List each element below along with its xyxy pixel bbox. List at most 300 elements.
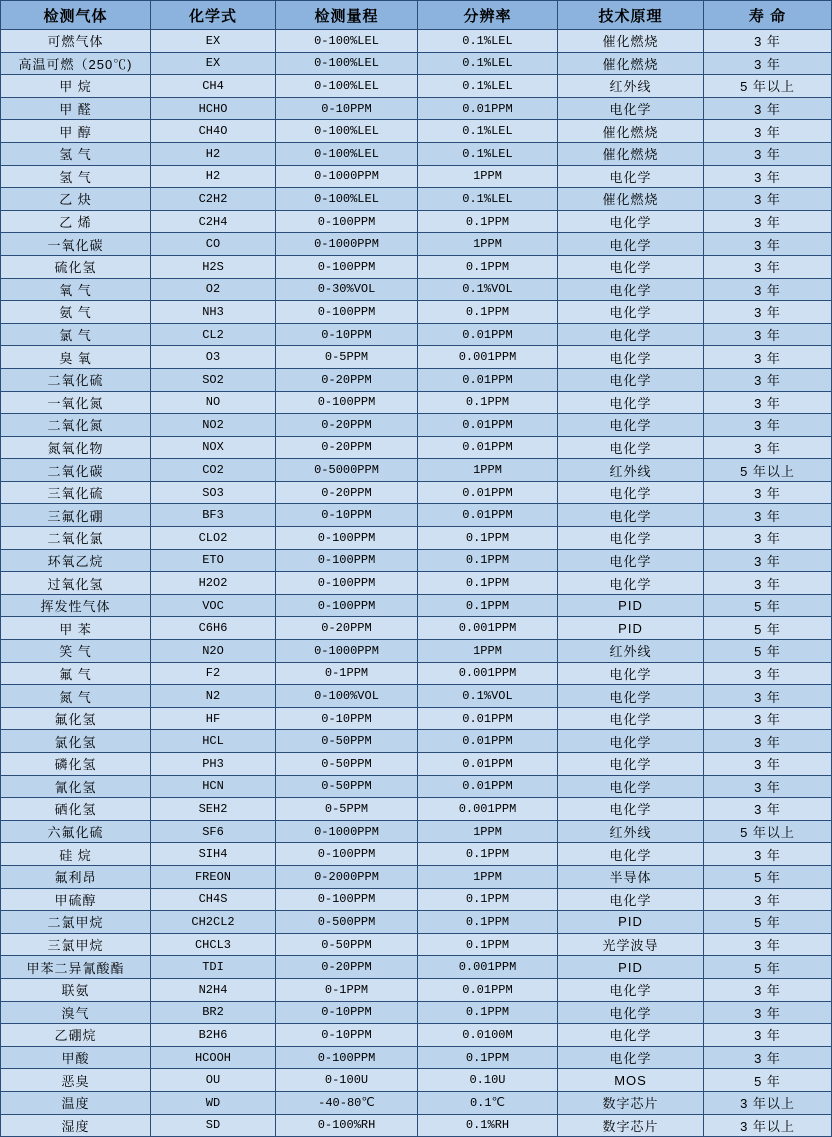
cell-gas-name: 硒化氢 (1, 798, 151, 821)
cell-technology: 电化学 (558, 798, 704, 821)
cell-detection-range: 0-20PPM (276, 956, 418, 979)
cell-detection-range: 0-10PPM (276, 1024, 418, 1047)
cell-gas-name: 一氧化碳 (1, 233, 151, 256)
cell-lifetime: 5 年 (704, 956, 832, 979)
cell-gas-name: 二氧化硫 (1, 368, 151, 391)
cell-lifetime: 5 年 (704, 617, 832, 640)
cell-chemical-formula: B2H6 (151, 1024, 276, 1047)
cell-gas-name: 二氧化碳 (1, 459, 151, 482)
cell-resolution: 0.1PPM (418, 210, 558, 233)
cell-detection-range: 0-10PPM (276, 97, 418, 120)
cell-resolution: 0.01PPM (418, 978, 558, 1001)
cell-lifetime: 3 年 (704, 52, 832, 75)
cell-detection-range: 0-100PPM (276, 1046, 418, 1069)
cell-lifetime: 5 年 (704, 1069, 832, 1092)
table-row (1, 120, 832, 143)
cell-chemical-formula: N2O (151, 640, 276, 663)
cell-resolution: 0.01PPM (418, 323, 558, 346)
cell-chemical-formula: C2H4 (151, 210, 276, 233)
cell-technology: 电化学 (558, 753, 704, 776)
cell-chemical-formula: CO (151, 233, 276, 256)
cell-technology: 数字芯片 (558, 1091, 704, 1114)
cell-technology: 电化学 (558, 1046, 704, 1069)
cell-resolution: 0.001PPM (418, 956, 558, 979)
cell-detection-range: 0-20PPM (276, 617, 418, 640)
cell-gas-name: 氢 气 (1, 165, 151, 188)
cell-resolution: 0.01PPM (418, 707, 558, 730)
cell-lifetime: 3 年 (704, 1001, 832, 1024)
table-row (1, 414, 832, 437)
table-row (1, 255, 832, 278)
cell-gas-name: 六氟化硫 (1, 820, 151, 843)
cell-resolution: 0.1PPM (418, 933, 558, 956)
cell-lifetime: 3 年 (704, 30, 832, 53)
cell-gas-name: 氮 气 (1, 685, 151, 708)
column-header-chemical-formula: 化学式 (151, 1, 276, 30)
cell-lifetime: 3 年 (704, 572, 832, 595)
cell-technology: 催化燃烧 (558, 52, 704, 75)
cell-resolution: 0.1%VOL (418, 685, 558, 708)
cell-technology: 电化学 (558, 662, 704, 685)
cell-resolution: 0.01PPM (418, 481, 558, 504)
cell-chemical-formula: O3 (151, 346, 276, 369)
cell-lifetime: 5 年以上 (704, 459, 832, 482)
table-row (1, 640, 832, 663)
cell-gas-name: 氰化氢 (1, 775, 151, 798)
cell-chemical-formula: CH4S (151, 888, 276, 911)
cell-chemical-formula: HCN (151, 775, 276, 798)
cell-detection-range: 0-20PPM (276, 368, 418, 391)
cell-resolution: 0.01PPM (418, 368, 558, 391)
table-row (1, 1114, 832, 1137)
table-header-row (1, 1, 832, 30)
cell-resolution: 0.1%RH (418, 1114, 558, 1137)
cell-chemical-formula: H2S (151, 255, 276, 278)
cell-technology: 电化学 (558, 504, 704, 527)
cell-technology: 电化学 (558, 1001, 704, 1024)
cell-gas-name: 甲 醛 (1, 97, 151, 120)
cell-lifetime: 3 年 (704, 798, 832, 821)
cell-lifetime: 3 年 (704, 323, 832, 346)
cell-resolution: 1PPM (418, 820, 558, 843)
cell-lifetime: 3 年 (704, 775, 832, 798)
cell-technology: 电化学 (558, 707, 704, 730)
cell-technology: 催化燃烧 (558, 188, 704, 211)
cell-detection-range: 0-500PPM (276, 911, 418, 934)
cell-technology: 电化学 (558, 888, 704, 911)
cell-gas-name: 氟化氢 (1, 707, 151, 730)
cell-detection-range: 0-10PPM (276, 323, 418, 346)
table-row (1, 865, 832, 888)
cell-chemical-formula: CL2 (151, 323, 276, 346)
cell-lifetime: 3 年 (704, 504, 832, 527)
cell-detection-range: 0-100%LEL (276, 188, 418, 211)
table-row (1, 956, 832, 979)
cell-technology: 电化学 (558, 978, 704, 1001)
cell-lifetime: 3 年 (704, 120, 832, 143)
table-row (1, 301, 832, 324)
cell-gas-name: 甲硫醇 (1, 888, 151, 911)
cell-chemical-formula: WD (151, 1091, 276, 1114)
cell-chemical-formula: SEH2 (151, 798, 276, 821)
cell-technology: 电化学 (558, 210, 704, 233)
cell-technology: 电化学 (558, 549, 704, 572)
cell-technology: 红外线 (558, 820, 704, 843)
table-row (1, 459, 832, 482)
cell-detection-range: 0-100PPM (276, 391, 418, 414)
cell-lifetime: 5 年以上 (704, 75, 832, 98)
cell-lifetime: 3 年 (704, 685, 832, 708)
table-row (1, 820, 832, 843)
cell-technology: 电化学 (558, 527, 704, 550)
cell-technology: 电化学 (558, 436, 704, 459)
cell-gas-name: 过氧化氢 (1, 572, 151, 595)
cell-technology: 半导体 (558, 865, 704, 888)
cell-detection-range: 0-1000PPM (276, 640, 418, 663)
cell-resolution: 0.001PPM (418, 346, 558, 369)
cell-chemical-formula: H2O2 (151, 572, 276, 595)
table-row (1, 75, 832, 98)
cell-resolution: 0.1PPM (418, 572, 558, 595)
cell-chemical-formula: C2H2 (151, 188, 276, 211)
cell-chemical-formula: VOC (151, 594, 276, 617)
cell-resolution: 0.1%LEL (418, 30, 558, 53)
cell-technology: PID (558, 594, 704, 617)
cell-lifetime: 5 年 (704, 911, 832, 934)
cell-detection-range: 0-100PPM (276, 549, 418, 572)
cell-gas-name: 臭 氧 (1, 346, 151, 369)
cell-detection-range: 0-50PPM (276, 775, 418, 798)
cell-technology: 电化学 (558, 730, 704, 753)
cell-gas-name: 硅 烷 (1, 843, 151, 866)
table-row (1, 662, 832, 685)
cell-gas-name: 氟利昂 (1, 865, 151, 888)
cell-resolution: 0.0100M (418, 1024, 558, 1047)
cell-chemical-formula: PH3 (151, 753, 276, 776)
table-row (1, 30, 832, 53)
cell-resolution: 0.001PPM (418, 798, 558, 821)
cell-lifetime: 3 年 (704, 549, 832, 572)
cell-lifetime: 3 年 (704, 933, 832, 956)
table-row (1, 527, 832, 550)
cell-lifetime: 3 年 (704, 368, 832, 391)
cell-resolution: 0.1%VOL (418, 278, 558, 301)
cell-detection-range: 0-10PPM (276, 1001, 418, 1024)
cell-lifetime: 5 年 (704, 594, 832, 617)
cell-gas-name: 磷化氢 (1, 753, 151, 776)
cell-resolution: 0.1%LEL (418, 52, 558, 75)
cell-chemical-formula: C6H6 (151, 617, 276, 640)
cell-gas-name: 甲苯二异氰酸酯 (1, 956, 151, 979)
cell-resolution: 0.1PPM (418, 888, 558, 911)
cell-gas-name: 三氯甲烷 (1, 933, 151, 956)
table-row (1, 346, 832, 369)
cell-resolution: 0.1PPM (418, 255, 558, 278)
cell-resolution: 0.1PPM (418, 1046, 558, 1069)
cell-detection-range: 0-20PPM (276, 436, 418, 459)
cell-gas-name: 氮氧化物 (1, 436, 151, 459)
cell-chemical-formula: SIH4 (151, 843, 276, 866)
cell-detection-range: 0-1PPM (276, 662, 418, 685)
table-row (1, 504, 832, 527)
cell-gas-name: 温度 (1, 1091, 151, 1114)
cell-chemical-formula: EX (151, 30, 276, 53)
cell-chemical-formula: BR2 (151, 1001, 276, 1024)
cell-gas-name: 二氯甲烷 (1, 911, 151, 934)
table-row (1, 142, 832, 165)
cell-resolution: 1PPM (418, 865, 558, 888)
cell-chemical-formula: BF3 (151, 504, 276, 527)
cell-technology: 催化燃烧 (558, 120, 704, 143)
column-header-detection-range: 检测量程 (276, 1, 418, 30)
cell-resolution: 0.1PPM (418, 843, 558, 866)
table-row (1, 233, 832, 256)
cell-detection-range: -40-80℃ (276, 1091, 418, 1114)
cell-technology: 电化学 (558, 346, 704, 369)
table-row (1, 685, 832, 708)
cell-detection-range: 0-50PPM (276, 933, 418, 956)
cell-gas-name: 乙 炔 (1, 188, 151, 211)
cell-detection-range: 0-100PPM (276, 301, 418, 324)
cell-lifetime: 3 年 (704, 527, 832, 550)
cell-resolution: 0.01PPM (418, 97, 558, 120)
cell-lifetime: 3 年 (704, 165, 832, 188)
cell-resolution: 1PPM (418, 233, 558, 256)
cell-detection-range: 0-100PPM (276, 888, 418, 911)
cell-detection-range: 0-1PPM (276, 978, 418, 1001)
cell-chemical-formula: CH4O (151, 120, 276, 143)
cell-gas-name: 三氧化硫 (1, 481, 151, 504)
table-row (1, 775, 832, 798)
cell-detection-range: 0-100%LEL (276, 30, 418, 53)
cell-chemical-formula: CLO2 (151, 527, 276, 550)
cell-technology: 电化学 (558, 685, 704, 708)
cell-lifetime: 5 年 (704, 865, 832, 888)
cell-chemical-formula: ETO (151, 549, 276, 572)
cell-gas-name: 氨 气 (1, 301, 151, 324)
table-row (1, 617, 832, 640)
table-row (1, 798, 832, 821)
cell-detection-range: 0-1000PPM (276, 820, 418, 843)
cell-gas-name: 联氨 (1, 978, 151, 1001)
cell-technology: 红外线 (558, 640, 704, 663)
cell-resolution: 0.1PPM (418, 911, 558, 934)
cell-chemical-formula: N2H4 (151, 978, 276, 1001)
column-header-technology: 技术原理 (558, 1, 704, 30)
table-row (1, 933, 832, 956)
cell-gas-name: 三氟化硼 (1, 504, 151, 527)
cell-chemical-formula: CH4 (151, 75, 276, 98)
cell-detection-range: 0-100%VOL (276, 685, 418, 708)
cell-detection-range: 0-5PPM (276, 346, 418, 369)
cell-lifetime: 3 年 (704, 1046, 832, 1069)
table-row (1, 753, 832, 776)
cell-detection-range: 0-20PPM (276, 481, 418, 504)
cell-detection-range: 0-5PPM (276, 798, 418, 821)
cell-lifetime: 3 年 (704, 753, 832, 776)
cell-resolution: 1PPM (418, 165, 558, 188)
cell-chemical-formula: O2 (151, 278, 276, 301)
cell-technology: 电化学 (558, 481, 704, 504)
cell-lifetime: 3 年 (704, 843, 832, 866)
table-row (1, 594, 832, 617)
cell-lifetime: 5 年 (704, 640, 832, 663)
cell-technology: PID (558, 617, 704, 640)
table-row (1, 572, 832, 595)
cell-detection-range: 0-10PPM (276, 707, 418, 730)
cell-lifetime: 3 年 (704, 301, 832, 324)
table-row (1, 391, 832, 414)
cell-lifetime: 3 年 (704, 188, 832, 211)
column-header-resolution: 分辨率 (418, 1, 558, 30)
cell-chemical-formula: H2 (151, 142, 276, 165)
cell-technology: PID (558, 956, 704, 979)
cell-technology: 红外线 (558, 459, 704, 482)
cell-chemical-formula: OU (151, 1069, 276, 1092)
cell-chemical-formula: FREON (151, 865, 276, 888)
cell-gas-name: 二氧化氮 (1, 414, 151, 437)
table-row (1, 549, 832, 572)
cell-technology: 电化学 (558, 1024, 704, 1047)
cell-detection-range: 0-50PPM (276, 730, 418, 753)
table-row (1, 707, 832, 730)
cell-resolution: 0.1PPM (418, 1001, 558, 1024)
cell-detection-range: 0-30%VOL (276, 278, 418, 301)
table-row (1, 52, 832, 75)
table-row (1, 97, 832, 120)
cell-gas-name: 甲 醇 (1, 120, 151, 143)
cell-technology: PID (558, 911, 704, 934)
cell-technology: 电化学 (558, 843, 704, 866)
cell-lifetime: 3 年 (704, 978, 832, 1001)
cell-gas-name: 乙 烯 (1, 210, 151, 233)
table-row (1, 1069, 832, 1092)
cell-chemical-formula: HCL (151, 730, 276, 753)
cell-resolution: 0.01PPM (418, 753, 558, 776)
cell-lifetime: 5 年以上 (704, 820, 832, 843)
cell-gas-name: 环氧乙烷 (1, 549, 151, 572)
table-row (1, 323, 832, 346)
cell-chemical-formula: NH3 (151, 301, 276, 324)
cell-detection-range: 0-100PPM (276, 527, 418, 550)
cell-resolution: 0.001PPM (418, 617, 558, 640)
cell-resolution: 0.1%LEL (418, 120, 558, 143)
cell-detection-range: 0-10PPM (276, 504, 418, 527)
cell-lifetime: 3 年 (704, 97, 832, 120)
cell-gas-name: 可燃气体 (1, 30, 151, 53)
cell-chemical-formula: N2 (151, 685, 276, 708)
cell-chemical-formula: SO3 (151, 481, 276, 504)
cell-detection-range: 0-100%LEL (276, 52, 418, 75)
column-header-lifetime: 寿 命 (704, 1, 832, 30)
cell-resolution: 0.1℃ (418, 1091, 558, 1114)
cell-chemical-formula: EX (151, 52, 276, 75)
table-row (1, 843, 832, 866)
cell-detection-range: 0-1000PPM (276, 233, 418, 256)
cell-technology: 电化学 (558, 255, 704, 278)
column-header-gas-name: 检测气体 (1, 1, 151, 30)
table-row (1, 188, 832, 211)
cell-technology: 电化学 (558, 278, 704, 301)
cell-lifetime: 3 年 (704, 278, 832, 301)
cell-gas-name: 溴气 (1, 1001, 151, 1024)
cell-chemical-formula: F2 (151, 662, 276, 685)
cell-lifetime: 3 年 (704, 346, 832, 369)
table-row (1, 210, 832, 233)
table-body (1, 30, 832, 1137)
cell-detection-range: 0-100%LEL (276, 142, 418, 165)
cell-chemical-formula: CHCL3 (151, 933, 276, 956)
table-row (1, 368, 832, 391)
cell-resolution: 1PPM (418, 640, 558, 663)
cell-detection-range: 0-2000PPM (276, 865, 418, 888)
cell-lifetime: 3 年 (704, 210, 832, 233)
cell-chemical-formula: SD (151, 1114, 276, 1137)
cell-detection-range: 0-100PPM (276, 594, 418, 617)
cell-resolution: 0.1PPM (418, 527, 558, 550)
cell-technology: 电化学 (558, 414, 704, 437)
cell-lifetime: 3 年 (704, 730, 832, 753)
cell-technology: 电化学 (558, 391, 704, 414)
cell-resolution: 0.1PPM (418, 301, 558, 324)
table-row (1, 436, 832, 459)
cell-detection-range: 0-100%LEL (276, 75, 418, 98)
table-row (1, 911, 832, 934)
cell-resolution: 1PPM (418, 459, 558, 482)
cell-chemical-formula: HCHO (151, 97, 276, 120)
cell-technology: 电化学 (558, 572, 704, 595)
cell-lifetime: 3 年 (704, 1024, 832, 1047)
cell-detection-range: 0-100U (276, 1069, 418, 1092)
cell-gas-name: 甲 烷 (1, 75, 151, 98)
cell-technology: 催化燃烧 (558, 30, 704, 53)
cell-resolution: 0.1PPM (418, 549, 558, 572)
cell-detection-range: 0-100PPM (276, 210, 418, 233)
table-row (1, 730, 832, 753)
cell-lifetime: 3 年 (704, 707, 832, 730)
cell-resolution: 0.1PPM (418, 594, 558, 617)
cell-chemical-formula: HF (151, 707, 276, 730)
cell-chemical-formula: CH2CL2 (151, 911, 276, 934)
cell-lifetime: 3 年 (704, 414, 832, 437)
cell-detection-range: 0-100PPM (276, 572, 418, 595)
cell-gas-name: 氢 气 (1, 142, 151, 165)
table-row (1, 1024, 832, 1047)
cell-resolution: 0.01PPM (418, 775, 558, 798)
cell-technology: 催化燃烧 (558, 142, 704, 165)
cell-technology: 数字芯片 (558, 1114, 704, 1137)
table-row (1, 165, 832, 188)
cell-lifetime: 3 年 (704, 481, 832, 504)
cell-technology: 电化学 (558, 233, 704, 256)
cell-technology: 电化学 (558, 323, 704, 346)
table-header (1, 1, 832, 30)
cell-resolution: 0.01PPM (418, 414, 558, 437)
cell-chemical-formula: TDI (151, 956, 276, 979)
cell-lifetime: 3 年 (704, 888, 832, 911)
cell-lifetime: 3 年 (704, 391, 832, 414)
cell-gas-name: 二氧化氯 (1, 527, 151, 550)
cell-gas-name: 氯化氢 (1, 730, 151, 753)
cell-resolution: 0.01PPM (418, 504, 558, 527)
cell-gas-name: 笑 气 (1, 640, 151, 663)
cell-technology: 电化学 (558, 301, 704, 324)
cell-resolution: 0.01PPM (418, 730, 558, 753)
cell-chemical-formula: CO2 (151, 459, 276, 482)
cell-resolution: 0.1%LEL (418, 75, 558, 98)
cell-lifetime: 3 年以上 (704, 1114, 832, 1137)
cell-technology: 电化学 (558, 165, 704, 188)
